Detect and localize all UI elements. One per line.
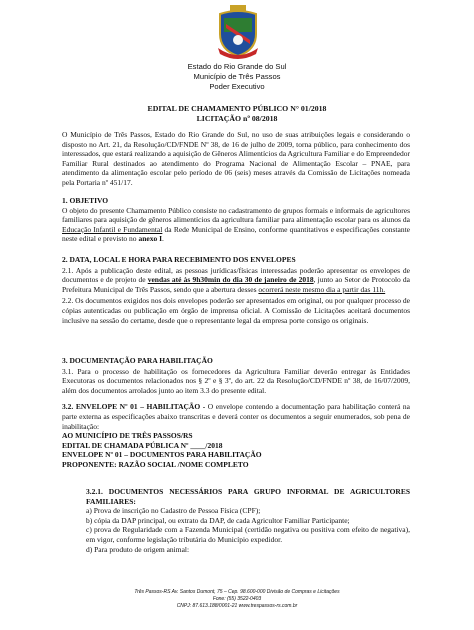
footer-cnpj: CNPJ: 87.613.188/0001-21 www.trespassos-rs.com.br <box>176 603 298 609</box>
document-title: EDITAL DE CHAMAMENTO PÚBLICO N° 01/2018 <box>147 104 327 113</box>
list-item: b) cópia da DAP principal, ou extrato da DAP, de cada Agricultor Familiar Participante; <box>86 515 350 525</box>
document-subtitle: LICITAÇÃO nº 08/2018 <box>196 114 278 123</box>
envelope-label-3: ENVELOPE Nº 01 – DOCUMENTOS PARA HABILITAÇÃO <box>62 450 262 460</box>
envelope-label-1: AO MUNICÍPIO DE TRÊS PASSOS/RS <box>62 431 193 441</box>
intro-paragraph: O Município de Três Passos, Estado do Rio Grande do Sul, no uso de suas atribuições legais e considerando o disposto no Art. 21, da Resolução/CD/FNDE Nº 38, de 16 de julho de 2009, torna público, para conhecimento dos interessados, que estará realizando a aquisição de Gêneros Alimentícios da Agricultura Familiar e do Empreendedor Familiar Rural destinados ao atendimento do Programa Nacional de Alimentação Escolar – PNAE, para atendimento da alimentação escolar pelo período de 06 (seis) meses através da Comissão de Licitações nomeada pela Portaria nº 451/17. <box>62 130 411 187</box>
section-1-paragraph: O objeto do presente Chamamento Público consiste no cadastramento de grupos formais e informais de agricultores familiares para aquisição de gêneros alimentícios da agricultura familiar para alimentação escolar para os alunos da Educação Infantil e Fundamental da Rede Municipal de Ensino, conforme quantitativos e especificações constante neste edital e previsto no anexo I. <box>62 205 410 244</box>
list-item: a) Prova de inscrição no Cadastro de Pessoa Física (CPF); <box>86 506 261 516</box>
footer-address: Três Passos-RS Av. Santos Dumont, 75 – Cep. 98.600-000 Divisão de Compras e Licitações <box>134 589 340 595</box>
list-item: c) prova de Regularidade com a Fazenda Municipal (certidão negativa ou positiva com efeito de negativa), em vigor, conforme legislação tributária do Município expedidor. <box>86 525 410 544</box>
header-power: Poder Executivo <box>209 82 265 91</box>
section-1-heading: 1. OBJETIVO <box>62 196 109 205</box>
header-state: Estado do Rio Grande do Sul <box>187 62 287 71</box>
section-3-1-paragraph: 3.1. Para o processo de habilitação os fornecedores da Agricultura Familiar deverão entregar às Entidades Executoras os documentos relacionados nos § 2º e § 3º, do art. 22 da Resolução/CD/FNDE nº 38, de 16/07/2009, além dos documentos arrolados junto ao item 3.3 do presente edital. <box>62 366 410 395</box>
envelope-label-2: EDITAL DE CHAMADA PÚBLICA Nº ____/2018 <box>62 440 223 450</box>
section-3-2-paragraph: 3.2. ENVELOPE Nº 01 – HABILITAÇÃO - O envelope contendo a documentação para habilitação conterá na parte externa as especificações abaixo transcritas e deverá conter os documentos a seguir enumerados, sob pena de inabilitação: <box>62 402 410 431</box>
footer-phone: Fone: (55) 3522-0403 <box>212 596 262 602</box>
envelope-label-4: PROPONENTE: RAZÃO SOCIAL /NOME COMPLETO <box>62 459 249 469</box>
list-item: d) Para produto de origem animal: <box>86 544 190 554</box>
section-3-heading: 3. DOCUMENTAÇÃO PARA HABILITAÇÃO <box>62 356 213 365</box>
section-2-heading: 2. DATA, LOCAL E HORA PARA RECEBIMENTO DOS ENVELOPES <box>62 255 296 264</box>
section-2-1-paragraph: 2.1. Após a publicação deste edital, as pessoas jurídicas/físicas interessadas poderão apresentar os envelopes de documentos e de projeto de vendas até às 9h30min do dia 30 de janeiro de 2018, junto ao Setor de Protocolo da Prefeitura Municipal de Três Passos, sendo que a abertura desses ocorrerá neste mesmo dia a partir das 11h. <box>62 265 410 294</box>
section-3-2-1-heading: 3.2.1. DOCUMENTOS NECESSÁRIOS PARA GRUPO INFORMAL DE AGRICULTORES FAMILIARES: <box>86 487 410 506</box>
coat-of-arms-icon <box>216 4 260 60</box>
section-2-2-paragraph: 2.2. Os documentos exigidos nos dois envelopes poderão ser apresentados em original, ou por qualquer processo de cópias autenticadas ou publicação em órgão de imprensa oficial. A Comissão de Licitações aceitará documentos inclusive na sessão do certame, desde que o representante legal da empresa porte consigo os originais. <box>62 296 410 325</box>
header-municipality: Município de Três Passos <box>193 72 281 81</box>
